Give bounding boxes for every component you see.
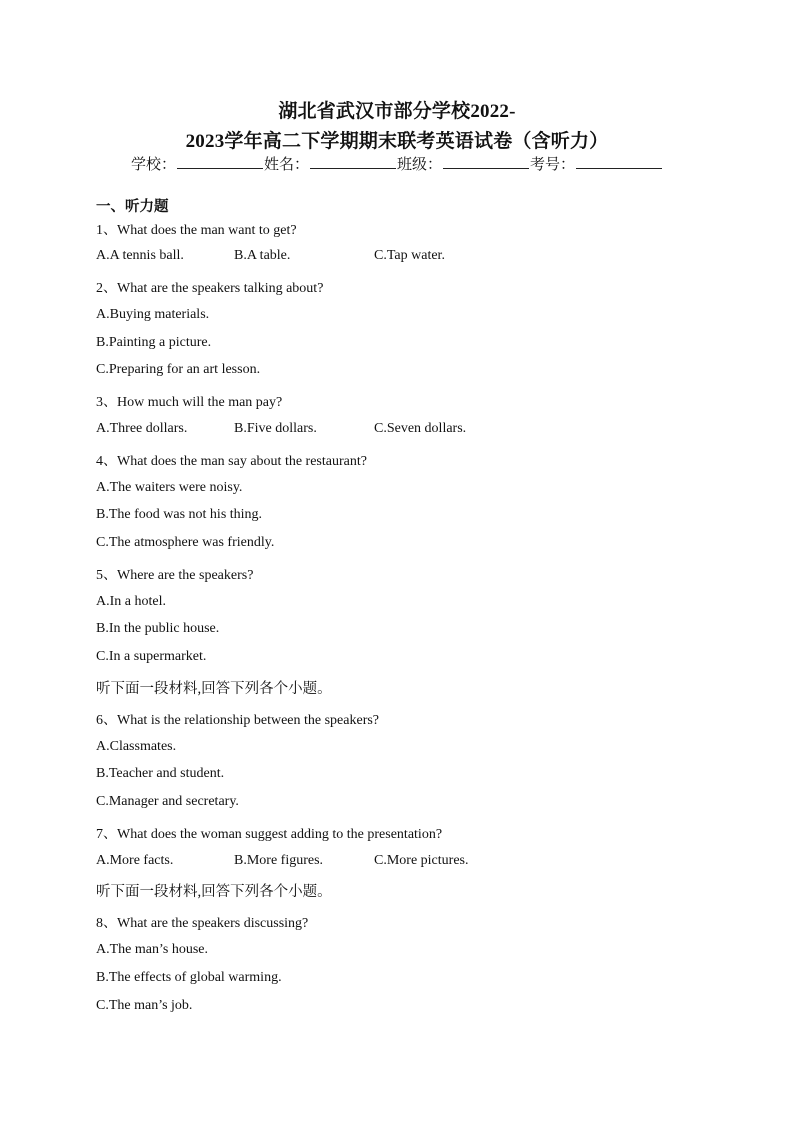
school-label: 学校： xyxy=(130,157,176,173)
question-7: 7、What does the woman suggest adding to the presentation? xyxy=(96,827,443,842)
student-info-row xyxy=(0,153,794,174)
exam-number-blank[interactable] xyxy=(576,154,662,169)
option-8b[interactable]: B.The effects of global warming. xyxy=(96,970,282,985)
name-blank[interactable] xyxy=(310,154,396,169)
option-2a[interactable]: A.Buying materials. xyxy=(96,307,210,322)
option-5b[interactable]: B.In the public house. xyxy=(96,621,220,636)
option-1a[interactable]: A.A tennis ball. xyxy=(96,248,184,263)
option-3a[interactable]: A.Three dollars. xyxy=(96,421,188,436)
section-heading-listening: 一、听力题 xyxy=(96,199,169,215)
option-5c[interactable]: C.In a supermarket. xyxy=(96,649,207,664)
class-label: 班级： xyxy=(397,157,443,173)
question-8: 8、What are the speakers discussing? xyxy=(96,916,309,931)
question-3: 3、How much will the man pay? xyxy=(96,395,283,410)
option-3b[interactable]: B.Five dollars. xyxy=(234,421,317,436)
option-4c[interactable]: C.The atmosphere was friendly. xyxy=(96,535,275,550)
option-2b[interactable]: B.Painting a picture. xyxy=(96,335,212,350)
option-7c[interactable]: C.More pictures. xyxy=(374,853,469,868)
question-1-options xyxy=(96,248,445,264)
question-7-options xyxy=(96,853,468,869)
exam-number-label: 考号： xyxy=(530,157,576,173)
option-8a[interactable]: A.The man’s house. xyxy=(96,942,208,957)
option-8c[interactable]: C.The man’s job. xyxy=(96,998,193,1013)
question-5: 5、Where are the speakers? xyxy=(96,568,254,583)
option-2c[interactable]: C.Preparing for an art lesson. xyxy=(96,362,261,377)
instruction-1: 听下面一段材料,回答下列各个小题。 xyxy=(96,681,332,697)
name-label: 姓名： xyxy=(263,157,309,173)
option-4a[interactable]: A.The waiters were noisy. xyxy=(96,480,243,495)
question-1: 1、What does the man want to get? xyxy=(96,223,297,238)
option-6b[interactable]: B.Teacher and student. xyxy=(96,766,225,781)
option-6c[interactable]: C.Manager and secretary. xyxy=(96,794,239,809)
option-3c[interactable]: C.Seven dollars. xyxy=(374,421,467,436)
exam-title-line2: 2023学年高二下学期期末联考英语试卷（含听力） xyxy=(185,131,609,152)
option-4b[interactable]: B.The food was not his thing. xyxy=(96,507,263,522)
option-7b[interactable]: B.More figures. xyxy=(234,853,324,868)
instruction-2: 听下面一段材料,回答下列各个小题。 xyxy=(96,884,332,900)
option-1b[interactable]: B.A table. xyxy=(234,248,291,263)
school-blank[interactable] xyxy=(177,154,263,169)
question-2: 2、What are the speakers talking about? xyxy=(96,281,324,296)
exam-title-line1: 湖北省武汉市部分学校2022- xyxy=(278,101,516,122)
question-4: 4、What does the man say about the restaurant? xyxy=(96,454,367,469)
question-6: 6、What is the relationship between the speakers? xyxy=(96,713,380,728)
class-blank[interactable] xyxy=(443,154,529,169)
option-6a[interactable]: A.Classmates. xyxy=(96,739,177,754)
option-5a[interactable]: A.In a hotel. xyxy=(96,594,166,609)
option-1c[interactable]: C.Tap water. xyxy=(374,248,445,263)
option-7a[interactable]: A.More facts. xyxy=(96,853,174,868)
question-3-options xyxy=(96,421,466,437)
